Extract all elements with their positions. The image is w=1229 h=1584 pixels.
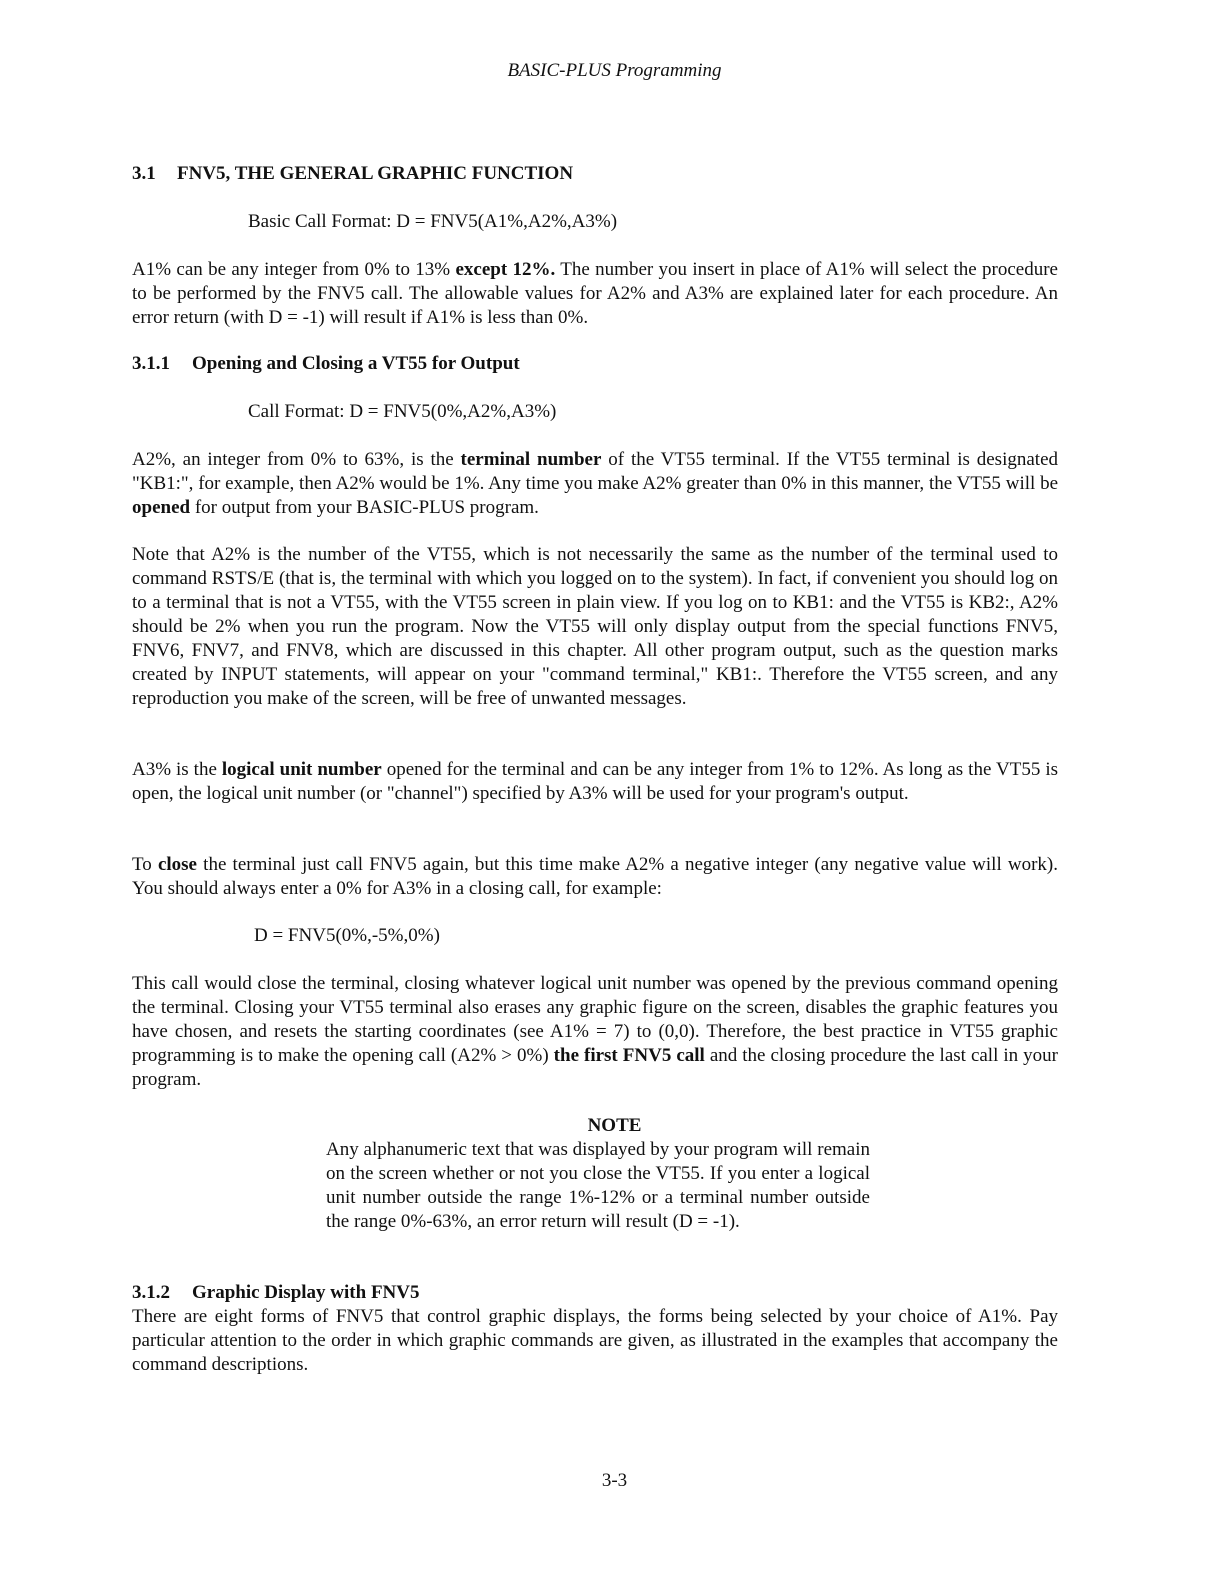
section-title: FNV5, THE GENERAL GRAPHIC FUNCTION: [177, 163, 574, 184]
basic-call-format: Basic Call Format: D = FNV5(A1%,A2%,A3%): [248, 211, 618, 232]
paragraph-graphic-forms: There are eight forms of FNV5 that control graphic displays, the forms being selected by your choice of A1%. Pay particular attention to the order in which graphic commands are given, as illustrated in the examples that accompany the command descriptions.: [132, 1306, 1058, 1375]
open-call-format: Call Format: D = FNV5(0%,A2%,A3%): [248, 401, 557, 422]
emphasis-except: except 12%.: [455, 259, 556, 280]
section-heading-3-1: [132, 162, 573, 186]
section-heading-3-1-1: [132, 352, 520, 376]
section-title: Graphic Display with FNV5: [192, 1282, 420, 1303]
note-body: Any alphanumeric text that was displayed by your program will remain on the screen whether or not you close the VT55. If you enter a logical unit number outside the range 1%-12% or a terminal number outside the range 0%-63%, an error return will result (D = -1).: [326, 1139, 870, 1232]
emphasis-opened: opened: [132, 497, 191, 518]
emphasis-logical-unit-number: logical unit number: [221, 759, 382, 780]
section-number: 3.1: [132, 163, 156, 184]
emphasis-terminal-number: terminal number: [460, 449, 602, 470]
emphasis-first-call: the first FNV5 call: [553, 1045, 705, 1066]
paragraph-a1-description: A1% can be any integer from 0% to 13% except 12%. The number you insert in place of A1% will select the procedure to be performed by the FNV5 call. The allowable values for A2% and A3% are explained later for each procedure. An error return (with D = -1) will result if A1% is less than 0%.: [132, 259, 1058, 328]
close-call-example: D = FNV5(0%,-5%,0%): [254, 925, 440, 946]
paragraph-logical-unit: A3% is the logical unit number opened for the terminal and can be any integer from 1% to 12%. As long as the VT55 is open, the logical unit number (or "channel") specified by A3% will be used for your program's output.: [132, 759, 1058, 804]
running-header: BASIC-PLUS Programming: [507, 60, 722, 81]
paragraph-closing-effects: This call would close the terminal, closing whatever logical unit number was opened by the previous command opening the terminal. Closing your VT55 terminal also erases any graphic figure on the screen, disables the graphic features you have chosen, and resets the starting coordinates (see A1% = 7) to (0,0). Therefore, the best practice in VT55 graphic programming is to make the opening call (A2% > 0%) the first FNV5 call and the closing procedure the last call in your program.: [132, 973, 1058, 1090]
paragraph-command-terminal: Note that A2% is the number of the VT55, which is not necessarily the same as the number of the terminal used to command RSTS/E (that is, the terminal with which you logged on to the system). In fact, if convenient you should log on to a terminal that is not a VT55, with the VT55 screen in plain view. If you log on to KB1: and the VT55 is KB2:, A2% should be 2% when you run the program. Now the VT55 will only display output from the special functions FNV5, FNV6, FNV7, and FNV8, which are discussed in this chapter. All other program output, such as the question marks created by INPUT statements, will appear on your "command terminal," KB1:. Therefore the VT55 screen, and any reproduction you make of the screen, will be free of unwanted messages.: [132, 544, 1058, 709]
emphasis-close: close: [157, 854, 197, 875]
section-number: 3.1.1: [132, 353, 170, 374]
note-title: NOTE: [587, 1115, 642, 1136]
section-heading-3-1-2: [132, 1281, 420, 1305]
paragraph-terminal-number: A2%, an integer from 0% to 63%, is the terminal number of the VT55 terminal. If the VT55 terminal is designated "KB1:", for example, then A2% would be 1%. Any time you make A2% greater than 0% in this manner, the VT55 will be opened for output from your BASIC-PLUS program.: [132, 449, 1058, 518]
section-number: 3.1.2: [132, 1282, 170, 1303]
section-title: Opening and Closing a VT55 for Output: [192, 353, 520, 374]
page-number: 3-3: [601, 1470, 628, 1491]
paragraph-close-terminal: To close the terminal just call FNV5 again, but this time make A2% a negative integer (any negative value will work). You should always enter a 0% for A3% in a closing call, for example:: [132, 854, 1059, 899]
